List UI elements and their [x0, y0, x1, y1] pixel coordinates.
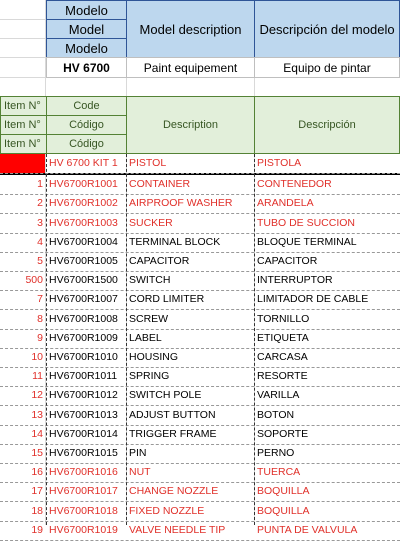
table-row: [0, 310, 400, 329]
description-en-cell[interactable]: TERMINAL BLOCK: [129, 236, 221, 248]
description-en-cell[interactable]: SCREW: [129, 313, 169, 325]
kit-marker-cell[interactable]: [0, 154, 45, 173]
table-row: [0, 271, 400, 290]
item-number-cell[interactable]: 9: [37, 332, 43, 344]
model-label: Model: [68, 21, 105, 37]
part-code-cell[interactable]: HV 6700 KIT 1: [49, 157, 118, 169]
description-en-cell[interactable]: SWITCH: [129, 274, 171, 286]
description-en-cell[interactable]: PISTOL: [129, 157, 167, 169]
part-code-cell[interactable]: HV6700R1019: [49, 524, 118, 536]
part-code-cell[interactable]: HV6700R1009: [49, 332, 118, 344]
column-divider: [126, 154, 127, 525]
descripcion-modelo-header: [254, 0, 400, 58]
description-en-cell[interactable]: PIN: [129, 447, 147, 459]
description-label: Description: [162, 119, 219, 131]
description-es-cell[interactable]: LIMITADOR DE CABLE: [257, 293, 369, 305]
table-row: [0, 444, 400, 463]
item-number-cell[interactable]: 3: [37, 217, 43, 229]
description-en-cell[interactable]: AIRPROOF WASHER: [129, 197, 233, 209]
column-divider: [46, 154, 47, 525]
description-es-cell[interactable]: TUBO DE SUCCION: [257, 217, 356, 229]
part-code-cell[interactable]: HV6700R1015: [49, 447, 118, 459]
description-es-cell[interactable]: PUNTA DE VALVULA: [257, 524, 358, 536]
table-row: [0, 252, 400, 271]
description-es-cell[interactable]: CAPACITOR: [257, 255, 318, 267]
part-code-cell[interactable]: HV6700R1018: [49, 505, 118, 517]
table-row: [0, 367, 400, 386]
item-number-cell[interactable]: 500: [25, 274, 43, 286]
modelo-header-cell: [46, 0, 127, 20]
description-es-cell[interactable]: PERNO: [257, 447, 295, 459]
description-es-cell[interactable]: BOTON: [257, 409, 295, 421]
part-code-cell[interactable]: HV6700R1011: [49, 370, 118, 382]
modelo-label: Modelo: [65, 40, 108, 56]
description-es-cell[interactable]: BOQUILLA: [257, 485, 310, 497]
description-en-cell[interactable]: NUT: [129, 466, 151, 478]
item-number-cell[interactable]: 4: [37, 236, 43, 248]
table-row: [0, 348, 400, 367]
table-row: [0, 386, 400, 405]
item-number-cell[interactable]: 5: [37, 255, 43, 267]
codigo-header-cell: [46, 115, 127, 135]
item-number-cell[interactable]: 14: [31, 428, 43, 440]
description-en-cell[interactable]: SPRING: [129, 370, 170, 382]
description-es-cell[interactable]: ARANDELA: [257, 197, 314, 209]
code-header-cell: [46, 96, 127, 116]
part-code-cell[interactable]: HV6700R1002: [49, 197, 118, 209]
model-value-cell[interactable]: [46, 57, 127, 78]
descripcion-label: Descripción: [298, 119, 356, 131]
table-row: [0, 175, 400, 194]
row-divider: [0, 173, 400, 174]
part-code-cell[interactable]: HV6700R1007: [49, 293, 118, 305]
description-header-cell: [126, 96, 255, 154]
item-number-cell[interactable]: 10: [31, 351, 43, 363]
table-row: [0, 482, 400, 501]
item-number-cell[interactable]: 13: [31, 409, 43, 421]
codigo-label: Código: [69, 119, 104, 131]
description-es-cell[interactable]: CONTENEDOR: [257, 178, 332, 190]
table-row: [0, 425, 400, 444]
description-en-cell[interactable]: TRIGGER FRAME: [129, 428, 217, 440]
table-row: [0, 502, 400, 521]
desc-es-value: Equipo de pintar: [283, 60, 371, 75]
model-header-cell: [46, 19, 127, 39]
modelo-label: Modelo: [65, 2, 108, 18]
item-number-cell[interactable]: 18: [31, 505, 43, 517]
item-number-cell[interactable]: 12: [31, 389, 43, 401]
item-header-cell: [0, 115, 47, 135]
table-row: [0, 463, 400, 482]
description-en-cell[interactable]: CAPACITOR: [129, 255, 190, 267]
part-code-cell[interactable]: HV6700R1012: [49, 389, 118, 401]
desc-es-cell[interactable]: [254, 57, 400, 78]
item-number-cell[interactable]: 17: [31, 485, 43, 497]
item-number-cell[interactable]: 19: [31, 524, 43, 536]
description-es-cell[interactable]: INTERRUPTOR: [257, 274, 333, 286]
codigo-header-cell: [46, 134, 127, 154]
part-code-cell[interactable]: HV6700R1001: [49, 178, 118, 190]
table-row: [0, 194, 400, 213]
part-code-cell[interactable]: HV6700R1003: [49, 217, 118, 229]
description-es-cell[interactable]: CARCASA: [257, 351, 308, 363]
model-description-header: [126, 0, 255, 58]
part-code-cell[interactable]: HV6700R1016: [49, 466, 118, 478]
item-number-cell[interactable]: 2: [37, 197, 43, 209]
description-en-cell[interactable]: FIXED NOZZLE: [129, 505, 205, 517]
table-row: [0, 214, 400, 233]
part-code-cell[interactable]: HV6700R1010: [49, 351, 118, 363]
item-header-cell: [0, 134, 47, 154]
part-code-cell[interactable]: HV6700R1008: [49, 313, 118, 325]
modelo-header-cell: [46, 38, 127, 58]
description-es-cell[interactable]: TORNILLO: [257, 313, 310, 325]
item-label: Item N°: [4, 100, 41, 112]
part-code-cell[interactable]: HV6700R1005: [49, 255, 118, 267]
item-header-cell: [0, 96, 47, 116]
descripcion-modelo-label: Descripción del modelo: [259, 21, 395, 37]
table-row: [0, 290, 400, 309]
model-value: HV 6700: [63, 60, 110, 75]
item-number-cell[interactable]: 8: [37, 313, 43, 325]
item-number-cell[interactable]: 15: [31, 447, 43, 459]
codigo-label: Código: [69, 138, 104, 150]
description-es-cell[interactable]: VARILLA: [257, 389, 300, 401]
item-number-cell[interactable]: 16: [31, 466, 43, 478]
table-row: [0, 233, 400, 252]
model-description-label: Model description: [139, 21, 242, 37]
description-es-cell[interactable]: PISTOLA: [257, 157, 302, 169]
item-label: Item N°: [4, 119, 41, 131]
part-code-cell[interactable]: HV6700R1017: [49, 485, 118, 497]
part-code-cell[interactable]: HV6700R1014: [49, 428, 118, 440]
description-es-cell[interactable]: ETIQUETA: [257, 332, 309, 344]
description-en-cell[interactable]: HOUSING: [129, 351, 179, 363]
description-en-cell[interactable]: SWITCH POLE: [129, 389, 202, 401]
description-es-cell[interactable]: SOPORTE: [257, 428, 309, 440]
description-es-cell[interactable]: TUERCA: [257, 466, 301, 478]
kit-row: [0, 154, 400, 173]
table-row: [0, 406, 400, 425]
item-number-cell[interactable]: 11: [32, 370, 43, 382]
description-es-cell[interactable]: RESORTE: [257, 370, 308, 382]
description-en-cell[interactable]: ADJUST BUTTON: [129, 409, 216, 421]
table-row: [0, 329, 400, 348]
code-label: Code: [73, 100, 100, 112]
item-number-cell[interactable]: 1: [37, 178, 43, 190]
description-en-cell[interactable]: VALVE NEEDLE TIP: [129, 524, 226, 536]
description-es-cell[interactable]: BOQUILLA: [257, 505, 310, 517]
description-en-cell[interactable]: CORD LIMITER: [129, 293, 205, 305]
descripcion-header-cell: [254, 96, 400, 154]
description-en-cell[interactable]: SUCKER: [129, 217, 173, 229]
description-en-cell[interactable]: CHANGE NOZZLE: [129, 485, 219, 497]
description-es-cell[interactable]: BLOQUE TERMINAL: [257, 236, 357, 248]
description-en-cell[interactable]: CONTAINER: [129, 178, 191, 190]
description-en-cell[interactable]: LABEL: [129, 332, 162, 344]
part-code-cell[interactable]: HV6700R1500: [49, 274, 118, 286]
table-row: [0, 521, 400, 540]
item-label: Item N°: [4, 138, 41, 150]
part-code-cell[interactable]: HV6700R1004: [49, 236, 118, 248]
part-code-cell[interactable]: HV6700R1013: [49, 409, 118, 421]
column-divider: [254, 154, 255, 525]
desc-en-value: Paint equipement: [143, 60, 238, 75]
desc-en-cell[interactable]: [126, 57, 255, 78]
item-number-cell[interactable]: 7: [37, 293, 43, 305]
